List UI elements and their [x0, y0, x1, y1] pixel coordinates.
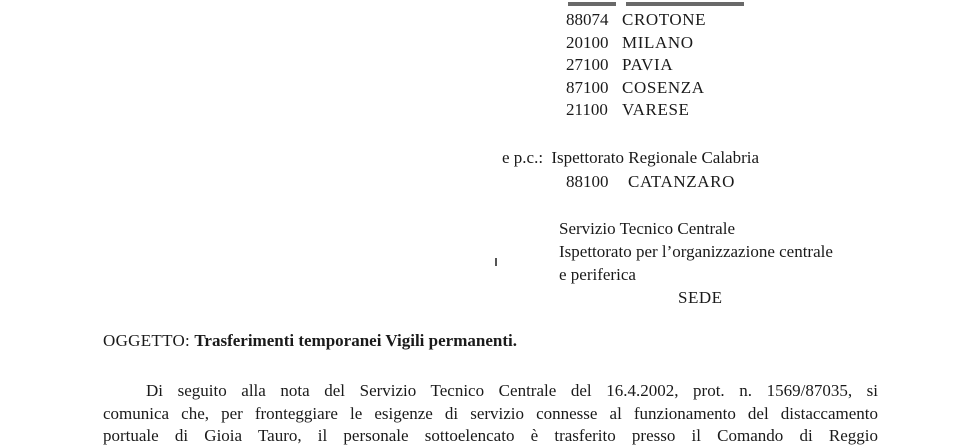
subject-line	[103, 331, 517, 351]
scan-speck	[495, 258, 497, 266]
cropped-address-line	[568, 0, 768, 6]
sede-label: SEDE	[678, 288, 723, 307]
city-name: VARESE	[622, 100, 690, 119]
body-line-2: comunica che, per fronteggiare le esigenze di servizio connesse al funzionamento del distaccamento	[103, 404, 878, 423]
subject-text: Trasferimenti temporanei Vigili permanenti.	[194, 331, 517, 350]
address-line-0	[566, 10, 706, 30]
city-name: MILANO	[622, 33, 694, 52]
postal-code: 88074	[566, 10, 609, 29]
city-name: PAVIA	[622, 55, 674, 74]
postal-code: 88100	[566, 172, 609, 191]
postal-code: 20100	[566, 33, 609, 52]
body-line-3: portuale di Gioia Tauro, il personale sottoelencato è trasferito presso il Comando di Reggio	[103, 426, 878, 445]
cc-line	[502, 148, 759, 168]
postal-code: 27100	[566, 55, 609, 74]
service-line-1: Servizio Tecnico Centrale	[559, 219, 735, 238]
city-name: CROTONE	[622, 10, 707, 29]
address-line-2	[566, 55, 673, 75]
cc-prefix: e p.c.:	[502, 148, 544, 167]
body-line-1: Di seguito alla nota del Servizio Tecnico Centrale del 16.4.2002, prot. n. 1569/87035, si	[146, 381, 878, 400]
address-line-3	[566, 78, 705, 98]
address-line-1	[566, 33, 694, 53]
service-line-3: e periferica	[559, 265, 636, 284]
city-name: CATANZARO	[628, 172, 735, 191]
cc-address	[566, 172, 735, 192]
subject-label: OGGETTO:	[103, 331, 191, 350]
postal-code: 87100	[566, 78, 609, 97]
city-name: COSENZA	[622, 78, 705, 97]
service-line-2: Ispettorato per l’organizzazione centrale	[559, 242, 833, 261]
address-line-4	[566, 100, 690, 120]
postal-code: 21100	[566, 100, 608, 119]
cc-recipient: Ispettorato Regionale Calabria	[551, 148, 760, 167]
